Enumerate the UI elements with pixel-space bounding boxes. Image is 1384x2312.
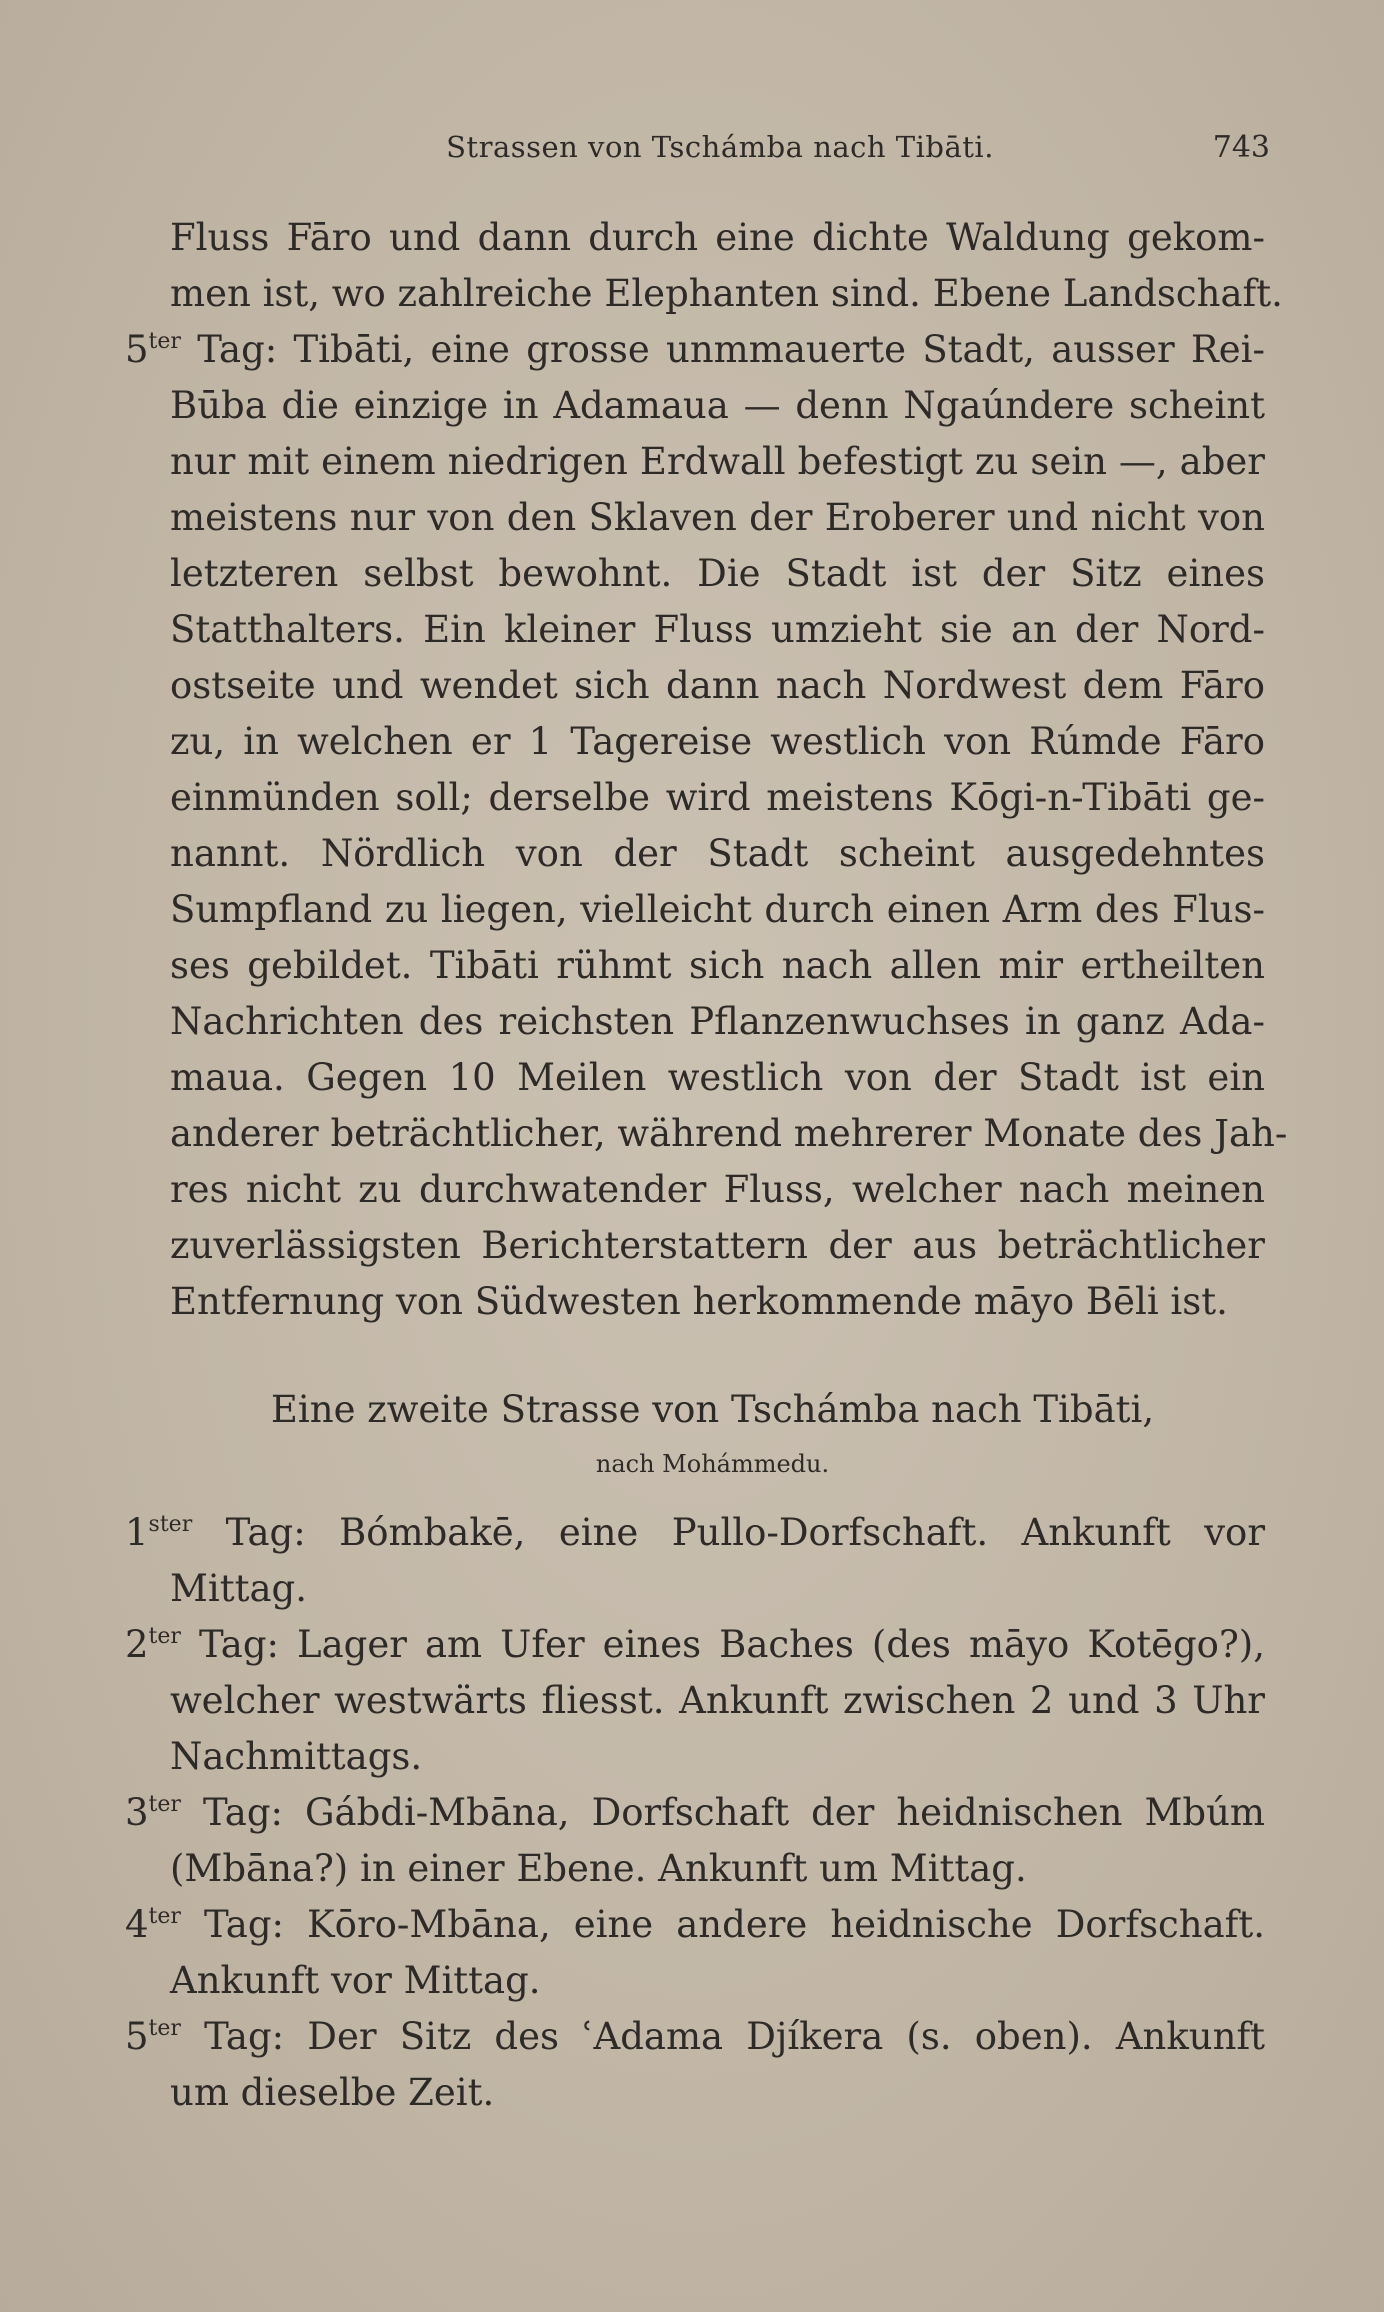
- text-line: letzteren selbst bewohnt. Die Stadt ist der Sitz eines: [170, 552, 1265, 595]
- page-number: 743: [1212, 130, 1270, 165]
- paragraph-day-5-body: [170, 378, 1288, 1330]
- text-line: meistens nur von den Sklaven der Eroberer und nicht von: [170, 496, 1265, 539]
- itinerary-entry-day-3: [125, 1785, 1265, 1897]
- ordinal-suffix: ter: [148, 1624, 181, 1649]
- entry-first-line: [125, 1617, 1265, 1673]
- text-line: nannt. Nördlich von der Stadt scheint ausgedehntes: [170, 832, 1265, 875]
- ordinal-suffix: ter: [148, 2016, 181, 2041]
- text-line: einmünden soll; derselbe wird meistens Kōgi-n-Tibāti ge-: [170, 776, 1265, 819]
- entry-text: Tag: Kōro-Mbāna, eine andere heidnische Dorfschaft.: [203, 1903, 1265, 1946]
- entry-first-line: [125, 2009, 1265, 2065]
- entry-first-line: [125, 1785, 1265, 1841]
- paragraph-day-5: [125, 322, 1265, 378]
- itinerary-entry-day-2: [125, 1617, 1265, 1785]
- text-line: ses gebildet. Tibāti rühmt sich nach allen mir ertheilten: [170, 944, 1265, 987]
- text-line: men ist, wo zahlreiche Elephanten sind. Ebene Landschaft.: [170, 272, 1283, 315]
- entry-continuation: um dieselbe Zeit.: [170, 2071, 495, 2114]
- text-line: Entfernung von Südwesten herkommende māyo Bēli ist.: [170, 1280, 1228, 1323]
- entry-first-line: [125, 1505, 1265, 1561]
- paragraph-continuation: [170, 210, 1283, 322]
- section-title: Eine zweite Strasse von Tschámba nach Tibāti,: [270, 1388, 1155, 1431]
- entry-continuation: Ankunft vor Mittag.: [170, 1959, 541, 2002]
- entry-first-line: [125, 1897, 1265, 1953]
- ordinal-suffix: ter: [148, 1904, 181, 1929]
- entry-text: Tag: Der Sitz des ʿAdama Djíkera (s. oben). Ankunft: [204, 2015, 1266, 2058]
- entry-continuation: welcher westwärts fliesst. Ankunft zwischen 2 und 3 Uhr: [170, 1679, 1265, 1722]
- ordinal-number: 2: [125, 1623, 149, 1666]
- ordinal-number: 1: [125, 1511, 149, 1554]
- text-line: res nicht zu durchwatender Fluss, welcher nach meinen: [170, 1168, 1265, 1211]
- text-line: nur mit einem niedrigen Erdwall befestigt zu sein —, aber: [170, 440, 1265, 483]
- section-subtitle: nach Mohámmedu.: [595, 1450, 830, 1478]
- text-line: Nachrichten des reichsten Pflanzenwuchses in ganz Ada-: [170, 1000, 1265, 1043]
- ordinal-number: 3: [125, 1791, 149, 1834]
- text-line: zu, in welchen er 1 Tagereise westlich von Rúmde Fāro: [170, 720, 1265, 763]
- entry-continuation: Nachmittags.: [170, 1735, 423, 1778]
- text-line: Fluss Fāro und dann durch eine dichte Waldung gekom-: [170, 216, 1265, 259]
- running-header: [170, 130, 1270, 170]
- itinerary-entry-day-5: [125, 2009, 1265, 2121]
- entry-text: Tag: Gábdi-Mbāna, Dorfschaft der heidnischen Mbúm: [202, 1791, 1265, 1834]
- text-line: Sumpfland zu liegen, vielleicht durch einen Arm des Flus-: [170, 888, 1265, 931]
- text-line: ostseite und wendet sich dann nach Nordwest dem Fāro: [170, 664, 1265, 707]
- itinerary-entry-day-1: [125, 1505, 1265, 1617]
- ordinal-suffix: ter: [148, 329, 181, 354]
- text-line: anderer beträchtlicher, während mehrerer Monate des Jah-: [170, 1112, 1288, 1155]
- entry-text: Tag: Bómbakē, eine Pullo-Dorfschaft. Ankunft vor: [225, 1511, 1266, 1554]
- text-line-content: Tag: Tibāti, eine grosse unmmauerte Stadt, ausser Rei-: [197, 328, 1265, 371]
- ordinal-number: 4: [125, 1903, 149, 1946]
- ordinal-suffix: ter: [148, 1792, 181, 1817]
- text-line: Statthalters. Ein kleiner Fluss umzieht sie an der Nord-: [170, 608, 1265, 651]
- text-line: Būba die einzige in Adamaua — denn Ngaúndere scheint: [170, 384, 1265, 427]
- text-line: zuverlässigsten Berichterstattern der aus beträchtlicher: [170, 1224, 1265, 1267]
- entry-continuation: (Mbāna?) in einer Ebene. Ankunft um Mittag.: [170, 1847, 1027, 1890]
- itinerary-entry-day-4: [125, 1897, 1265, 2009]
- header-title: Strassen von Tschámba nach Tibāti.: [446, 130, 994, 164]
- ordinal-number: 5: [125, 2015, 149, 2058]
- ordinal-number: 5: [125, 328, 149, 371]
- text-line-first: [125, 322, 1265, 378]
- entry-continuation: Mittag.: [170, 1567, 307, 1610]
- text-line: maua. Gegen 10 Meilen westlich von der Stadt ist ein: [170, 1056, 1265, 1099]
- entry-text: Tag: Lager am Ufer eines Baches (des māyo Kotēgo?),: [198, 1623, 1265, 1666]
- ordinal-suffix: ster: [148, 1512, 193, 1537]
